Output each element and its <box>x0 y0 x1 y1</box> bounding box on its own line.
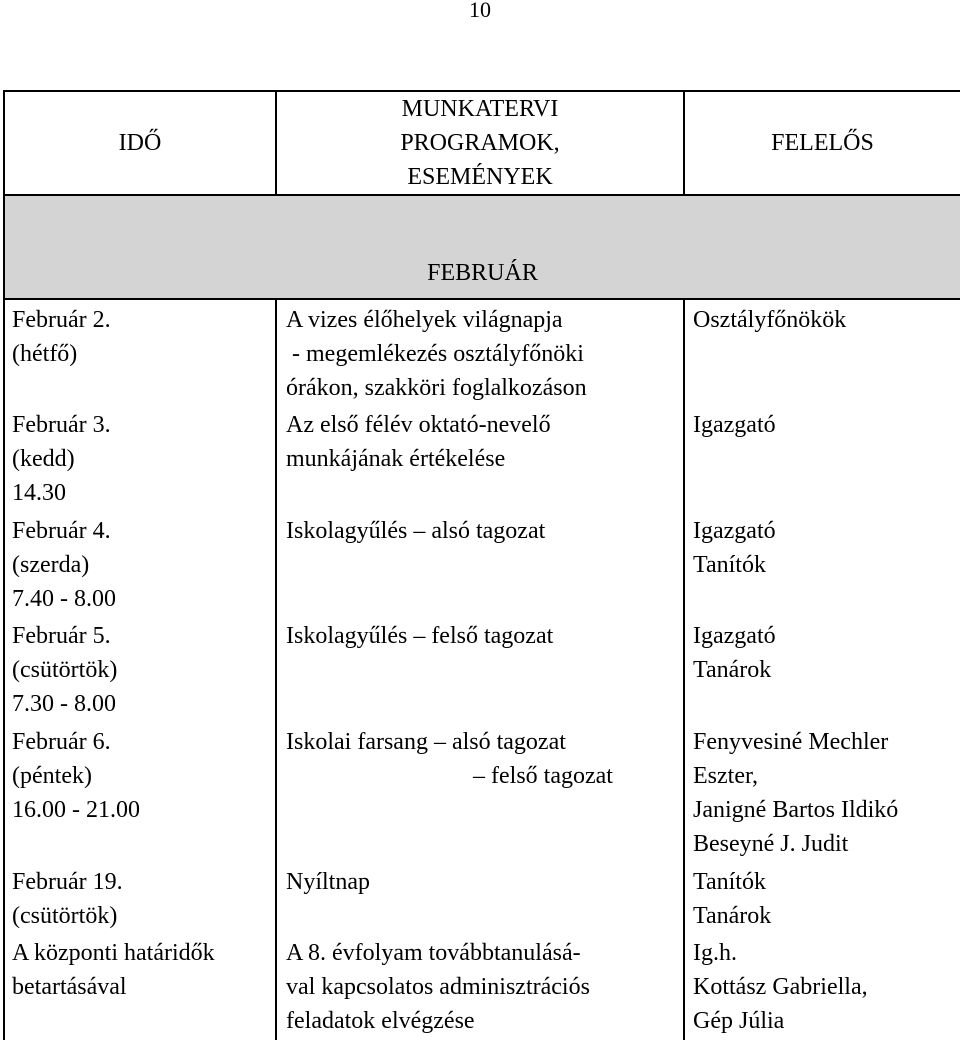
time-line: (csütörtök) <box>12 903 118 929</box>
responsible-cell <box>684 862 960 933</box>
event-cell <box>276 933 684 1040</box>
header-time: IDŐ <box>4 91 276 195</box>
table-row <box>4 511 960 616</box>
table-row <box>4 405 960 511</box>
time-cell <box>4 862 276 933</box>
table-row <box>4 722 960 862</box>
event-cell <box>276 862 684 933</box>
time-line: Február 2. <box>12 307 111 333</box>
event-cell <box>276 511 684 616</box>
event-line: Iskolagyűlés – alsó tagozat <box>286 518 546 544</box>
event-cell <box>276 299 684 405</box>
header-program-line: PROGRAMOK, <box>400 130 560 156</box>
responsible-line: Fenyvesiné Mechler <box>693 729 889 755</box>
responsible-line: Tanárok <box>693 657 772 683</box>
time-line: Február 3. <box>12 412 111 438</box>
work-plan-table <box>3 90 960 1040</box>
time-line: betartásával <box>12 974 127 1000</box>
event-line: Iskolai farsang – alsó tagozat <box>286 729 566 755</box>
time-line: (péntek) <box>12 763 92 789</box>
table-row <box>4 299 960 405</box>
time-line: 14.30 <box>12 480 66 506</box>
event-line: órákon, szakköri foglalkozáson <box>286 375 587 401</box>
header-program-line: ESEMÉNYEK <box>407 164 553 190</box>
month-label: FEBRUÁR <box>4 195 960 299</box>
responsible-line: Tanítók <box>693 869 766 895</box>
responsible-cell <box>684 511 960 616</box>
time-line: Február 19. <box>12 869 123 895</box>
event-cell <box>276 722 684 862</box>
time-line: (csütörtök) <box>12 657 118 683</box>
responsible-cell <box>684 722 960 862</box>
responsible-line: Igazgató <box>693 518 776 544</box>
time-line: Február 5. <box>12 623 111 649</box>
responsible-line: Janigné Bartos Ildikó <box>693 797 899 823</box>
responsible-cell <box>684 405 960 511</box>
event-line: Az első félév oktató-nevelő <box>286 412 551 438</box>
time-line: 16.00 - 21.00 <box>12 797 140 823</box>
time-line: (kedd) <box>12 446 75 472</box>
responsible-line: Ig.h. <box>693 940 737 966</box>
event-line: – felső tagozat <box>473 763 613 789</box>
responsible-line: Tanárok <box>693 903 772 929</box>
event-line: Iskolagyűlés – felső tagozat <box>286 623 554 649</box>
time-line: (hétfő) <box>12 341 78 367</box>
page-number: 10 <box>469 0 491 22</box>
table-row <box>4 616 960 722</box>
responsible-line: Igazgató <box>693 412 776 438</box>
month-row <box>4 195 960 299</box>
event-line: munkájának értékelése <box>286 446 506 472</box>
header-program <box>276 91 684 195</box>
time-line: 7.30 - 8.00 <box>12 691 116 717</box>
table-row <box>4 862 960 933</box>
time-line: A központi határidők <box>12 940 215 966</box>
responsible-line: Kottász Gabriella, <box>693 974 868 1000</box>
responsible-line: Beseyné J. Judit <box>693 831 849 857</box>
header-responsible: FELELŐS <box>684 91 960 195</box>
event-line: feladatok elvégzése <box>286 1008 475 1034</box>
event-cell <box>276 616 684 722</box>
responsible-line: Eszter, <box>693 763 759 789</box>
event-line: val kapcsolatos adminisztrációs <box>286 974 590 1000</box>
time-line: Február 6. <box>12 729 111 755</box>
responsible-cell <box>684 616 960 722</box>
header-row <box>4 91 960 195</box>
time-cell <box>4 511 276 616</box>
time-cell <box>4 616 276 722</box>
event-line: A 8. évfolyam továbbtanulásá- <box>286 940 581 966</box>
event-line: Nyíltnap <box>286 869 370 895</box>
time-cell <box>4 405 276 511</box>
event-cell <box>276 405 684 511</box>
event-line: A vizes élőhelyek világnapja <box>286 307 563 333</box>
time-line: Február 4. <box>12 518 111 544</box>
responsible-line: Osztályfőnökök <box>693 307 847 333</box>
event-line: - megemlékezés osztályfőnöki <box>286 341 584 367</box>
responsible-line: Igazgató <box>693 623 776 649</box>
responsible-line: Tanítók <box>693 552 766 578</box>
table-row <box>4 933 960 1040</box>
responsible-cell <box>684 299 960 405</box>
time-cell <box>4 299 276 405</box>
responsible-cell <box>684 933 960 1040</box>
time-cell <box>4 722 276 862</box>
responsible-line: Gép Júlia <box>693 1008 785 1034</box>
time-line: (szerda) <box>12 552 90 578</box>
header-program-line: MUNKATERVI <box>401 96 559 122</box>
time-line: 7.40 - 8.00 <box>12 586 116 612</box>
time-cell <box>4 933 276 1040</box>
